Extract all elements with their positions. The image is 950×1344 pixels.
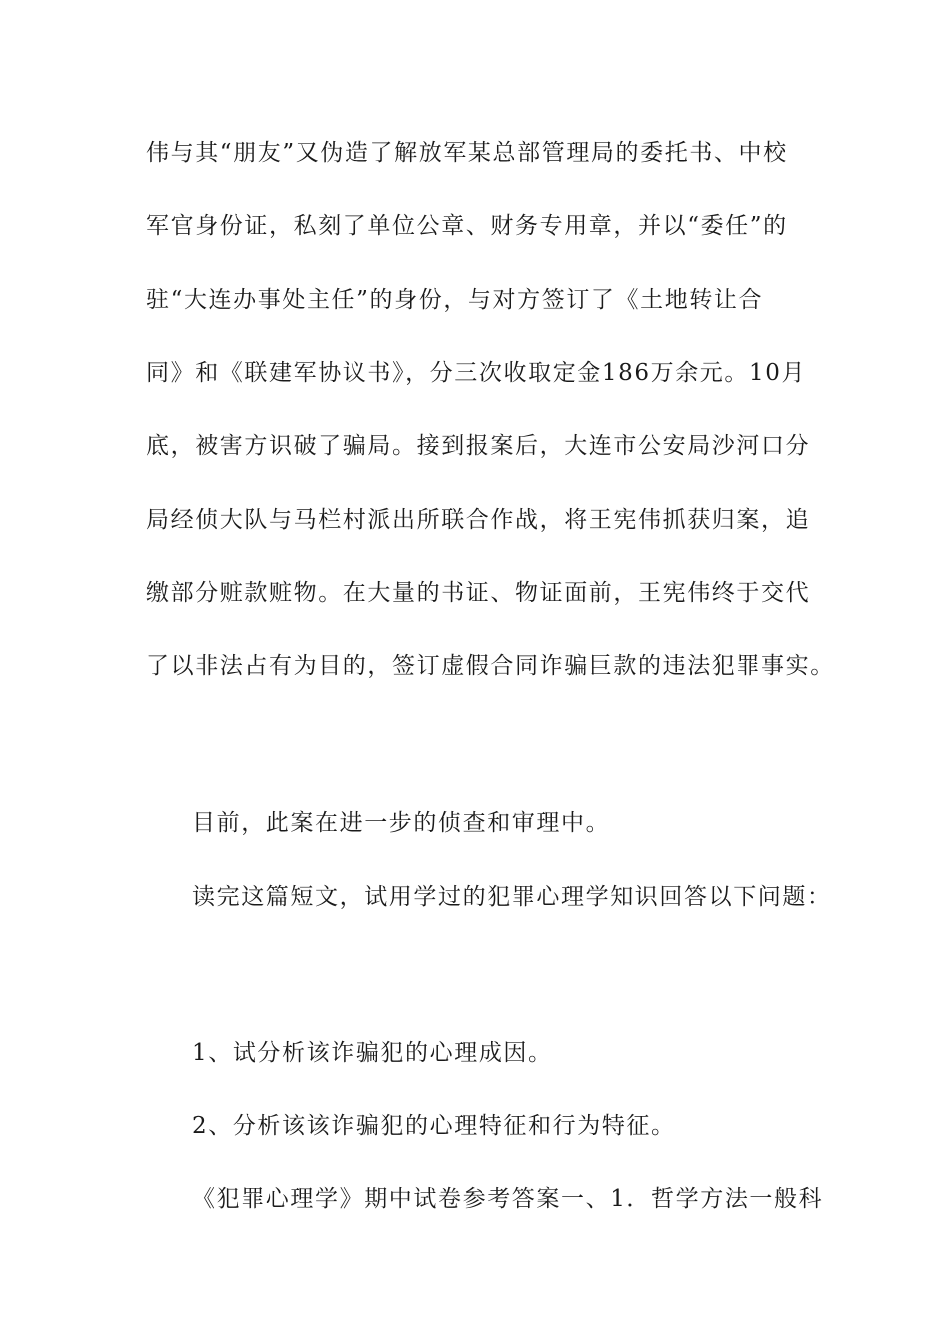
text-line-9: 目前，此案在进一步的侦查和审理中。 xyxy=(192,810,611,836)
text-line-1: 伟与其“朋友”又伪造了解放军某总部管理局的委托书、中校 xyxy=(146,140,788,166)
text-line-7: 缴部分赃款赃物。在大量的书证、物证面前，王宪伟终于交代 xyxy=(146,580,811,606)
text-line-2: 军官身份证，私刻了单位公章、财务专用章，并以“委任”的 xyxy=(146,213,788,239)
text-line-10: 读完这篇短文，试用学过的犯罪心理学知识回答以下问题： xyxy=(192,884,832,910)
answer-heading: 《犯罪心理学》期中试卷参考答案一、1．哲学方法一般科 xyxy=(192,1186,824,1212)
question-1: 1、试分析该诈骗犯的心理成因。 xyxy=(192,1040,553,1066)
question-2: 2、分析该该诈骗犯的心理特征和行为特征。 xyxy=(192,1113,676,1139)
text-line-4: 同》和《联建军协议书》，分三次收取定金186万余元。10月 xyxy=(146,360,807,386)
text-line-3: 驻“大连办事处主任”的身份，与对方签订了《土地转让合 xyxy=(146,287,764,313)
text-line-5: 底，被害方识破了骗局。接到报案后，大连市公安局沙河口分 xyxy=(146,433,811,459)
text-line-8: 了以非法占有为目的，签订虚假合同诈骗巨款的违法犯罪事实。 xyxy=(146,653,835,679)
text-line-6: 局经侦大队与马栏村派出所联合作战，将王宪伟抓获归案，追 xyxy=(146,507,811,533)
